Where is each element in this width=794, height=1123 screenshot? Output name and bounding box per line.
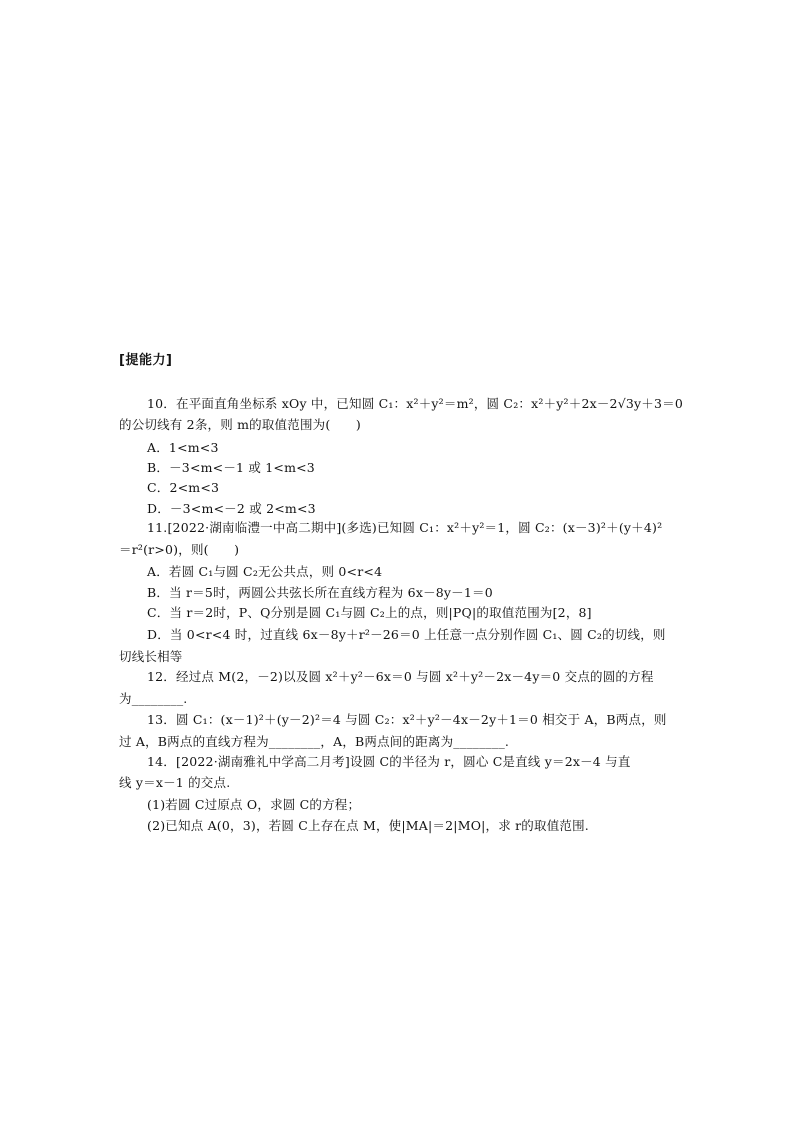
question-11-line-2: ＝r²(r>0)，则( ) — [119, 542, 240, 557]
question-10-option-a: A．1<m<3 — [147, 440, 219, 455]
question-10-line-2: 的公切线有 2条，则 m的取值范围为( ) — [119, 417, 361, 432]
question-11-option-c: C．当 r＝2时，P、Q分别是圆 C₁与圆 C₂上的点，则|PQ|的取值范围为[2，8] — [147, 605, 592, 620]
question-11-option-d-line-1: D．当 0<r<4 时，过直线 6x－8y＋r²－26＝0 上任意一点分别作圆 C₁、圆 C₂的切线，则 — [147, 627, 666, 642]
question-11-option-d-line-2: 切线长相等 — [119, 649, 183, 664]
question-11-option-b: B．当 r＝5时，两圆公共弦长所在直线方程为 6x－8y－1＝0 — [147, 585, 493, 600]
question-10-option-d: D．－3<m<－2 或 2<m<3 — [147, 501, 316, 516]
question-11-option-a: A．若圆 C₁与圆 C₂无公共点，则 0<r<4 — [147, 564, 383, 579]
question-14-subquestion-1: (1)若圆 C过原点 O，求圆 C的方程； — [147, 797, 361, 812]
question-10-line-1: 10．在平面直角坐标系 xOy 中，已知圆 C₁：x²＋y²＝m²，圆 C₂：x²＋y²＋2x－2√3y＋3＝0 — [147, 396, 683, 411]
question-14-line-2: 线 y＝x－1 的交点. — [119, 775, 231, 790]
question-11-line-1: 11.[2022·湖南临澧一中高二期中](多选)已知圆 C₁：x²＋y²＝1，圆 C₂：(x－3)²＋(y＋4)² — [147, 520, 663, 535]
section-title: [提能力] — [119, 353, 173, 368]
question-14-line-1: 14．[2022·湖南雅礼中学高二月考]设圆 C的半径为 r，圆心 C是直线 y＝2x－4 与直 — [147, 754, 631, 769]
question-12-line-1: 12．经过点 M(2，－2)以及圆 x²＋y²－6x＝0 与圆 x²＋y²－2x－4y＝0 交点的圆的方程 — [147, 669, 654, 684]
question-12-line-2: 为________. — [119, 691, 188, 706]
question-10-option-c: C．2<m<3 — [147, 480, 220, 495]
question-14-subquestion-2: (2)已知点 A(0，3)，若圆 C上存在点 M，使|MA|＝2|MO|，求 r的取值范围. — [147, 818, 589, 833]
question-10-option-b: B．－3<m<－1 或 1<m<3 — [147, 460, 315, 475]
question-13-line-1: 13．圆 C₁：(x－1)²＋(y－2)²＝4 与圆 C₂：x²＋y²－4x－2y＋1＝0 相交于 A，B两点，则 — [147, 712, 667, 727]
question-13-line-2: 过 A，B两点的直线方程为________，A，B两点间的距离为________. — [119, 734, 510, 749]
